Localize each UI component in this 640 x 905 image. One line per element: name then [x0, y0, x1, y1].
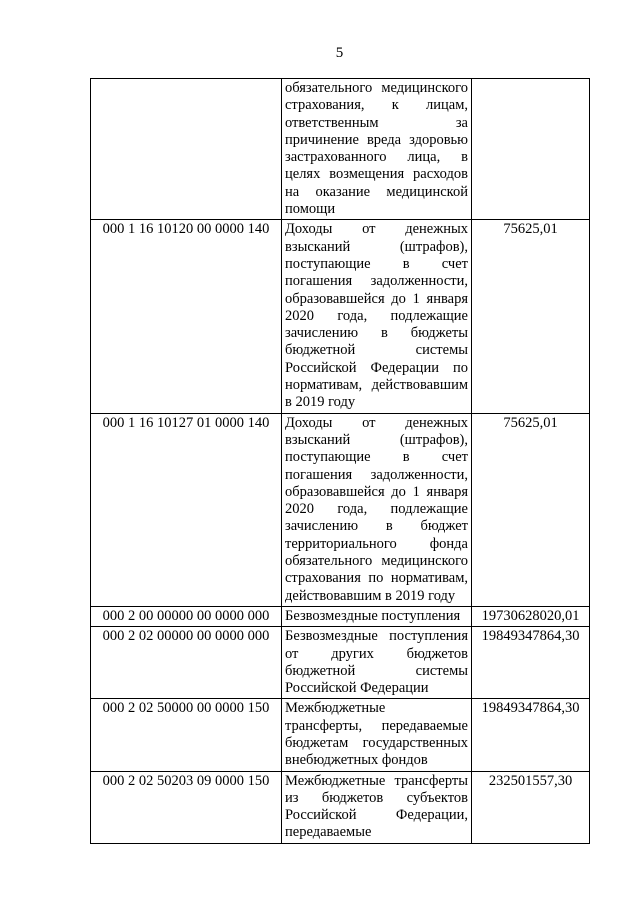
page-number: 5: [335, 45, 344, 61]
description-line: обязательного медицинского: [285, 553, 468, 570]
budget-code-cell: 000 2 00 00000 00 0000 000: [91, 606, 282, 626]
description-line: погашения задолженности,: [285, 273, 468, 290]
budget-table: [90, 78, 590, 844]
description-line: помощи: [285, 201, 336, 218]
table-row: [91, 699, 590, 771]
description-line: причинение вреда здоровью: [285, 131, 468, 148]
description-line: образовавшейся до 1 января: [285, 290, 468, 307]
budget-code-cell: 000 1 16 10127 01 0000 140: [91, 413, 282, 606]
amount-cell: 232501557,30: [472, 771, 590, 843]
budget-code-cell: 000 1 16 10120 00 0000 140: [91, 220, 282, 413]
description-line: образовавшейся до 1 января: [285, 483, 468, 500]
description-line: зачислению в бюджет: [285, 518, 468, 535]
description-line: бюджетной системы: [285, 342, 468, 359]
description-line: Российской Федерации по: [285, 359, 468, 376]
description-line: 2020 года, подлежащие: [285, 501, 468, 518]
description-line: обязательного медицинского: [285, 80, 468, 96]
amount-cell: 19849347864,30: [472, 627, 590, 699]
description-line: территориального фонда: [285, 535, 468, 552]
description-line: ответственным за: [285, 114, 468, 131]
description-line: Доходы от денежных: [285, 414, 468, 431]
description-line: нормативам, действовавшим: [285, 377, 468, 394]
table-row: [91, 220, 590, 413]
description-line: Российской Федерации,: [285, 807, 468, 824]
description-line: передаваемые: [285, 824, 372, 841]
description-line: трансферты, передаваемые: [285, 717, 468, 734]
budget-code-cell: 000 2 02 00000 00 0000 000: [91, 627, 282, 699]
description-line: от других бюджетов: [285, 645, 468, 662]
description-line: взысканий (штрафов),: [285, 238, 468, 255]
description-line: на оказание медицинской: [285, 183, 468, 200]
table-row: [91, 606, 590, 626]
description-line: бюджетной системы: [285, 662, 468, 679]
description-cell: [282, 627, 472, 699]
description-line: Безвозмездные поступления: [285, 628, 468, 645]
description-cell: [282, 771, 472, 843]
amount-cell: 19849347864,30: [472, 699, 590, 771]
budget-code-cell: [91, 79, 282, 220]
description-line: поступающие в счет: [285, 449, 468, 466]
table-row: [91, 79, 590, 220]
description-line: погашения задолженности,: [285, 466, 468, 483]
description-line: страхования по нормативам,: [285, 570, 468, 587]
description-line: зачислению в бюджеты: [285, 325, 468, 342]
budget-code-cell: 000 2 02 50203 09 0000 150: [91, 771, 282, 843]
description-line: поступающие в счет: [285, 255, 468, 272]
description-line: Российской Федерации: [285, 680, 429, 697]
table-row: [91, 627, 590, 699]
description-cell: [282, 699, 472, 771]
table-row: [91, 771, 590, 843]
description-line: действовавшим в 2019 году: [285, 587, 456, 604]
amount-cell: 19730628020,01: [472, 606, 590, 626]
amount-cell: [472, 79, 590, 220]
description-cell: [282, 220, 472, 413]
description-line: 2020 года, подлежащие: [285, 307, 468, 324]
amount-cell: 75625,01: [472, 220, 590, 413]
budget-code-cell: 000 2 02 50000 00 0000 150: [91, 699, 282, 771]
budget-table-body: [91, 79, 590, 844]
description-line: внебюджетных фондов: [285, 752, 428, 769]
description-line: Доходы от денежных: [285, 221, 468, 238]
description-cell: [282, 413, 472, 606]
description-line: Безвозмездные поступления: [285, 607, 461, 624]
description-line: Межбюджетные: [285, 700, 386, 717]
description-line: страхования, к лицам,: [285, 97, 468, 114]
description-line: в 2019 году: [285, 394, 356, 411]
description-line: Межбюджетные трансферты: [285, 772, 468, 789]
description-line: целях возмещения расходов: [285, 166, 468, 183]
description-line: из бюджетов субъектов: [285, 789, 468, 806]
table-row: [91, 413, 590, 606]
description-line: бюджетам государственных: [285, 734, 468, 751]
description-line: застрахованного лица, в: [285, 149, 468, 166]
description-line: взысканий (штрафов),: [285, 431, 468, 448]
amount-cell: 75625,01: [472, 413, 590, 606]
description-cell: [282, 79, 472, 220]
description-cell: [282, 606, 472, 626]
